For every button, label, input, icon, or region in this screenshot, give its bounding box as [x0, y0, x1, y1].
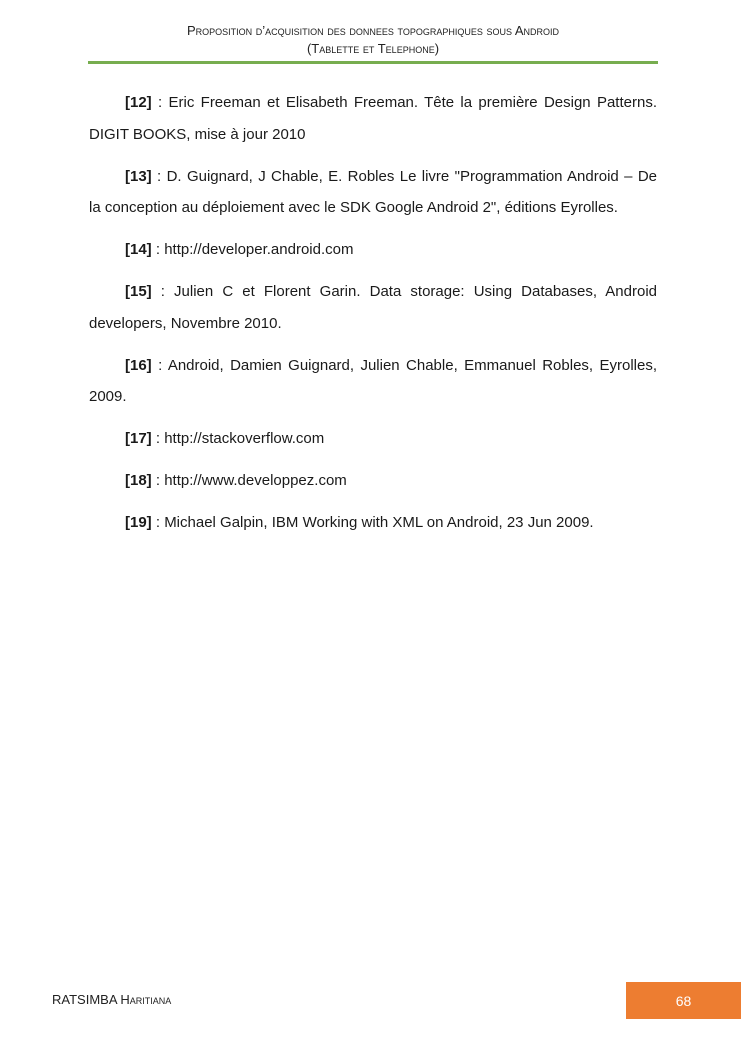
- page-number-box: [626, 982, 741, 1019]
- reference-item: [89, 234, 657, 266]
- header-title-line-2: (Tablette et Telephone): [306, 41, 440, 56]
- reference-number: [17]: [125, 430, 152, 447]
- reference-number: [15]: [125, 283, 152, 300]
- reference-item: [89, 276, 657, 339]
- reference-item: [89, 423, 657, 455]
- header-divider: [88, 61, 658, 64]
- reference-item: [89, 161, 657, 224]
- running-header: [88, 22, 658, 58]
- reference-number: [12]: [125, 94, 152, 111]
- reference-list: [89, 87, 657, 549]
- reference-text: : http://stackoverflow.com: [151, 430, 325, 447]
- page-number: 68: [675, 992, 692, 1009]
- header-title-line-1: Proposition d’acquisition des donnees topographiques sous Android: [186, 23, 560, 38]
- reference-text: : Julien C et Florent Garin. Data storage: Using Databases, Android developers, Novembre 2010.: [89, 283, 657, 332]
- reference-number: [13]: [125, 167, 152, 185]
- reference-item: [89, 465, 657, 497]
- footer-author: RATSIMBA Haritiana: [52, 992, 172, 1007]
- reference-text: : Eric Freeman et Elisabeth Freeman. Tête la première Design Patterns. DIGIT BOOKS, mise à jour 2010: [89, 94, 657, 143]
- reference-text: : Android, Damien Guignard, Julien Chable, Emmanuel Robles, Eyrolles, 2009.: [89, 356, 657, 405]
- reference-number: [18]: [125, 472, 152, 489]
- reference-text: : http://developer.android.com: [151, 241, 354, 258]
- reference-number: [16]: [125, 356, 152, 374]
- reference-item: [89, 350, 657, 413]
- reference-text: : Michael Galpin, IBM Working with XML on Android, 23 Jun 2009.: [151, 514, 594, 531]
- reference-text: : http://www.developpez.com: [151, 472, 347, 489]
- reference-text: : D. Guignard, J Chable, E. Robles Le livre "Programmation Android – De la conception au déploiement avec le SDK Google Android 2", éditions Eyrolles.: [89, 167, 657, 216]
- reference-number: [19]: [125, 514, 152, 531]
- reference-item: [89, 87, 657, 150]
- reference-item: [89, 507, 657, 539]
- reference-number: [14]: [125, 241, 152, 258]
